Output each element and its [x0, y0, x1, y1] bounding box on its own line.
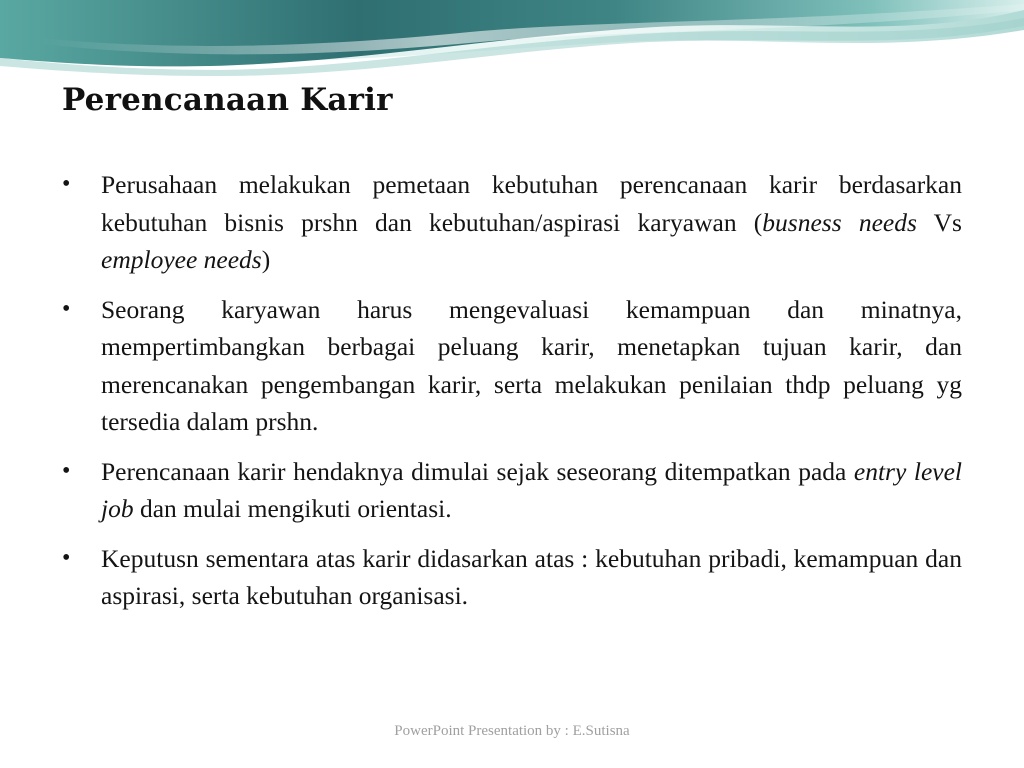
bullet-italic-text: entry level job [101, 456, 962, 523]
bullet-text: ) [261, 245, 271, 274]
bullet-text: Seorang karyawan harus mengevaluasi kemampuan dan minatnya, mempertimbangkan berbagai peluang karir, menetapkan tujuan karir, dan merencanakan pengembangan karir, serta melakukan penilaian thdp peluang yg tersedia dalam prshn. [101, 294, 962, 436]
bullet-text: Perusahaan melakukan pemetaan kebutuhan perencanaan karir berdasarkan kebutuhan bisnis prshn dan kebutuhan/aspirasi karyawan ( [101, 170, 962, 237]
slide-title: Perencanaan Karir [62, 82, 393, 118]
bullet-dot-icon: • [62, 295, 71, 322]
bullet-dot-icon: • [62, 171, 71, 197]
bullet-dot-icon: • [62, 457, 71, 484]
bullet-dot-icon: • [62, 544, 71, 571]
bullet-item [62, 291, 962, 441]
bullet-item [62, 453, 962, 528]
bullet-text: Keputusn sementara atas karir didasarkan atas : kebutuhan pribadi, kemampuan dan aspirasi, serta kebutuhan organisasi. [101, 543, 962, 610]
bullet-text: Perencanaan karir hendaknya dimulai sejak seseorang ditempatkan pada [101, 456, 854, 486]
header-wave-banner [0, 0, 1024, 90]
bullet-italic-text: busness needs [762, 207, 917, 237]
bullet-text: Vs [916, 207, 962, 237]
bullet-item [62, 166, 962, 279]
bullet-item [62, 540, 962, 615]
bullet-list [62, 166, 962, 627]
footer-credit: PowerPoint Presentation by : E.Sutisna [394, 723, 630, 739]
bullet-text: dan mulai mengikuti orientasi. [133, 494, 452, 523]
bullet-italic-text: employee needs [101, 245, 262, 274]
